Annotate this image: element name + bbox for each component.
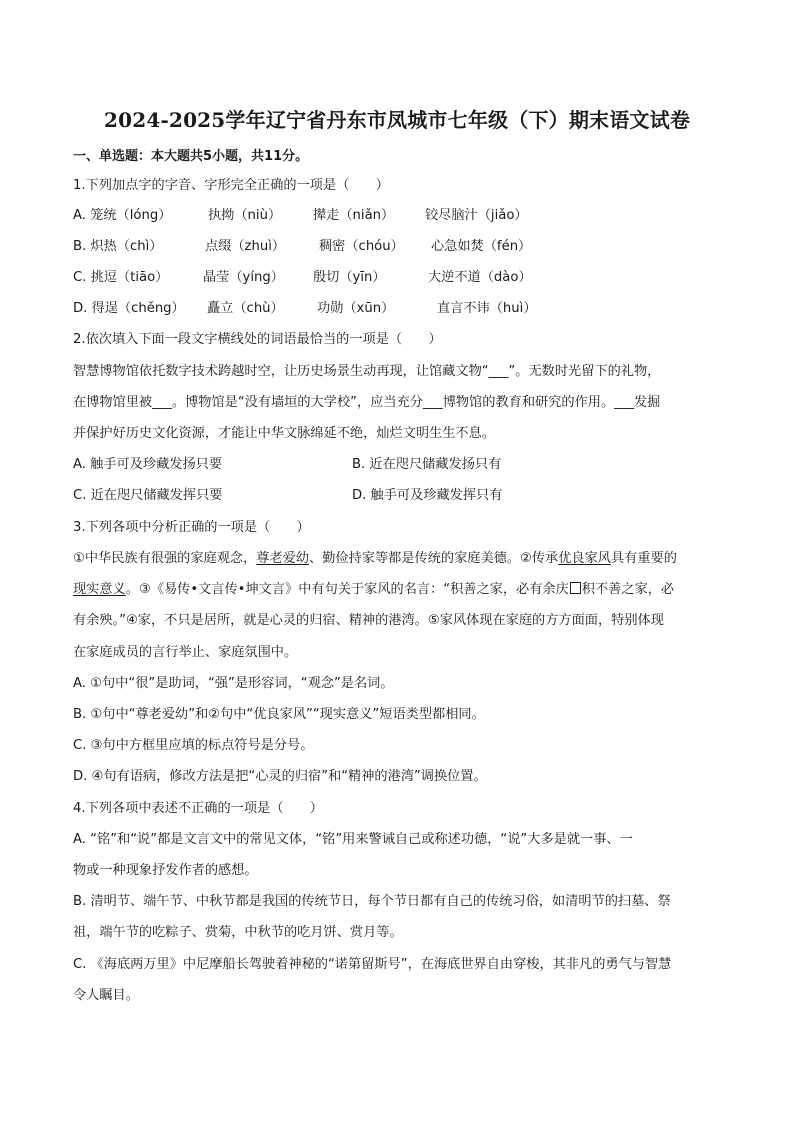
q1-option-a-word1: A. 笼统（lóng） bbox=[73, 208, 172, 223]
question-3-passage-line bbox=[73, 581, 733, 599]
question-1-stem: 1.下列加点字的字音、字形完全正确的一项是（ ） bbox=[73, 178, 389, 193]
q3-option-b: B. ①句中“尊老爱幼”和②句中“优良家风”“现实意义”短语类型都相同。 bbox=[73, 707, 485, 722]
q1-option-d-word1: D. 得逞（chěng） bbox=[73, 301, 185, 316]
q2-option-d: D. 触手可及珍藏发挥只有 bbox=[352, 488, 503, 503]
underlined-phrase: 现实意义 bbox=[73, 582, 126, 597]
exam-title: 2024-2025学年辽宁省丹东市凤城市七年级（下）期末语文试卷 bbox=[103, 108, 691, 132]
question-2-passage-line: 并保护好历史文化资源，才能让中华文脉绵延不绝，灿烂文明生生不息。 bbox=[73, 426, 495, 441]
q1-option-c-word2: 晶莹（yíng） bbox=[203, 270, 284, 285]
q2-option-c: C. 近在咫尺储藏发挥只要 bbox=[73, 488, 223, 503]
q4-option-b-line: B. 清明节、端午节、中秋节都是我国的传统节日，每个节日都有自己的传统习俗，如清明节的扫墓、祭 bbox=[73, 894, 671, 909]
blank-box-icon bbox=[570, 582, 581, 594]
passage-text: ①中华民族有很强的家庭观念， bbox=[73, 551, 257, 566]
underlined-phrase: 优良家风 bbox=[558, 551, 611, 566]
q4-option-b-line: 祖，端午节的吃粽子、赏菊，中秋节的吃月饼、赏月等。 bbox=[73, 925, 403, 940]
q1-option-b-word2: 点缀（zhuì） bbox=[205, 239, 286, 254]
q1-option-c-word3: 殷切（yīn） bbox=[313, 270, 386, 285]
question-3-passage-line bbox=[73, 550, 733, 568]
question-3-passage-line: 在家庭成员的言行举止、家庭氛围中。 bbox=[73, 645, 298, 660]
passage-text: 积不善之家，必 bbox=[581, 582, 675, 597]
q4-option-c-line: C. 《海底两万里》中尼摩船长驾驶着神秘的“诺第留斯号”，在海底世界自由穿梭，其非凡的勇气与智慧 bbox=[73, 957, 672, 972]
q3-option-d: D. ④句有语病，修改方法是把“心灵的归宿”和“精神的港湾”调换位置。 bbox=[73, 769, 487, 784]
q1-option-a-word4: 铰尽脑汁（jiǎo） bbox=[425, 208, 528, 223]
q1-option-b-word3: 稠密（chóu） bbox=[319, 239, 404, 254]
underlined-phrase: 尊老爱幼 bbox=[256, 551, 310, 566]
question-2-passage-line: 在博物馆里被___。博物馆是“没有墙垣的大学校”，应当充分___博物馆的教育和研究的作用。___发掘 bbox=[73, 395, 661, 410]
q4-option-a-line: 物或一种现象抒发作者的感想。 bbox=[73, 863, 258, 878]
q1-option-b-word4: 心急如焚（fén） bbox=[431, 239, 532, 254]
q2-option-b: B. 近在咫尺储藏发扬只有 bbox=[352, 457, 502, 472]
question-3-passage-line: 有余殃。”④家，不只是居所，就是心灵的归宿、精神的港湾。⑤家风体现在家庭的方方面面，特别体现 bbox=[73, 613, 664, 628]
q1-option-a-word2: 执拗（niù） bbox=[208, 208, 282, 223]
q1-option-b-word1: B. 炽热（chì） bbox=[73, 239, 163, 254]
q3-option-c: C. ③句中方框里应填的标点符号是分号。 bbox=[73, 738, 314, 753]
question-3-stem: 3.下列各项中分析正确的一项是（ ） bbox=[73, 520, 310, 535]
q4-option-a-line: A. “铭”和“说”都是文言文中的常见文体，“铭”用来警诫自己或称述功德，“说”大多是就一事、一 bbox=[73, 832, 633, 847]
q3-option-a: A. ①句中“很”是助词，“强”是形容词，“观念”是名词。 bbox=[73, 676, 394, 691]
q1-option-c-word1: C. 挑逗（tiāo） bbox=[73, 270, 169, 285]
q1-option-d-word2: 矗立（chù） bbox=[207, 301, 284, 316]
passage-text: 、勤俭持家等都是传统的家庭美德。②传承 bbox=[309, 551, 559, 566]
q1-option-d-word4: 直言不讳（huì） bbox=[437, 301, 537, 316]
q4-option-c-line: 令人瞩目。 bbox=[73, 988, 139, 1003]
q1-option-c-word4: 大逆不道（dào） bbox=[428, 270, 532, 285]
question-4-stem: 4.下列各项中表述不正确的一项是（ ） bbox=[73, 801, 323, 816]
question-2-passage-line: 智慧博物馆依托数字技术跨越时空，让历史场景生动再现，让馆藏文物“___”。无数时光留下的礼物， bbox=[73, 364, 661, 379]
q1-option-a-word3: 撵走（niǎn） bbox=[313, 208, 395, 223]
question-2-stem: 2.依次填入下面一段文字横线处的词语最恰当的一项是（ ） bbox=[73, 332, 442, 347]
passage-text: 具有重要的 bbox=[610, 551, 677, 566]
passage-text: 。③《易传•文言传•坤文言》中有句关于家风的名言：“积善之家，必有余庆 bbox=[125, 582, 569, 597]
q2-option-a: A. 触手可及珍藏发扬只要 bbox=[73, 457, 223, 472]
q1-option-d-word3: 功勋（xūn） bbox=[317, 301, 395, 316]
section-heading: 一、单选题：本大题共5小题，共11分。 bbox=[73, 149, 309, 164]
